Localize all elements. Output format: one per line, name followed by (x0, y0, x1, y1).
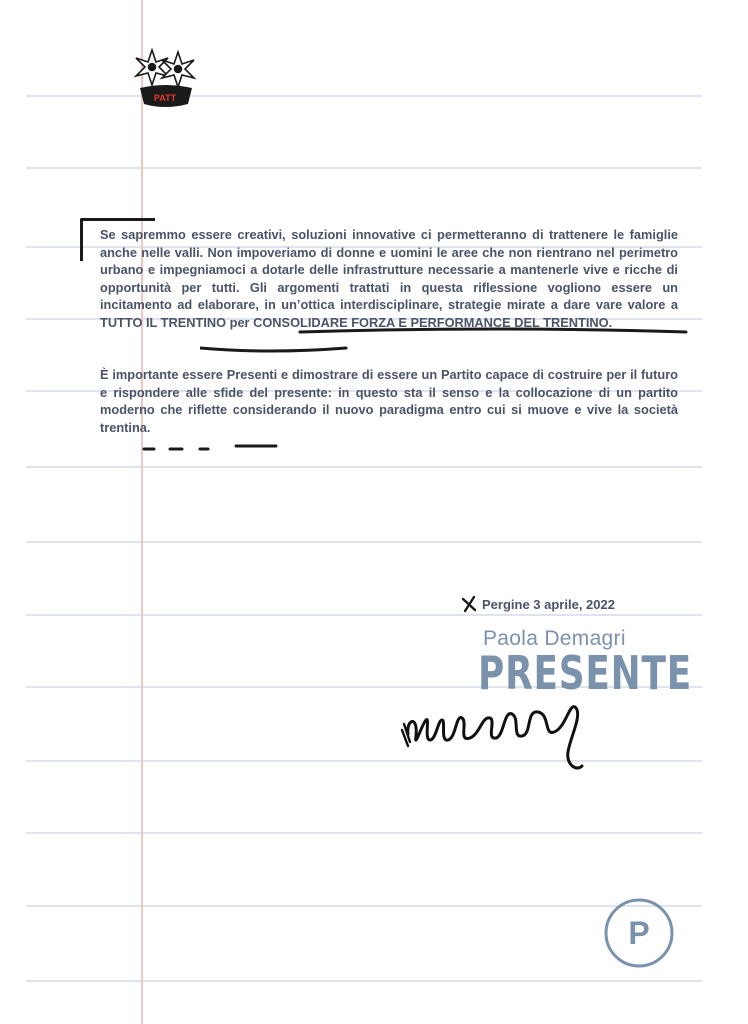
ruled-line (26, 167, 702, 169)
ruled-line (26, 980, 702, 982)
p-badge-letter: P (628, 915, 650, 951)
slogan-presente: PRESENTE (478, 646, 693, 700)
ruled-line (26, 832, 702, 834)
handwritten-signature (400, 680, 600, 780)
logo-text: PATT (153, 93, 177, 103)
ruled-line (26, 760, 702, 762)
dash-marks (140, 440, 280, 454)
edelweiss-logo-icon (128, 44, 206, 108)
date-text: Pergine 3 aprile, 2022 (482, 597, 615, 612)
author-name: Paola Demagri (483, 627, 626, 650)
paragraph-1: Se sapremmo essere creativi, soluzioni innovative ci permetteranno di trattenere le famiglie anche nelle valli. Non impoveriamo di donne e uomini le aree che non rientrano nel perimetro urbano e impegniamoci a dotarle delle infrastrutture necessarie a mantenerle vive e ricche di opportunità per tutti. Gli argomenti trattati in questa riflessione vogliono essere un incitamento ad elaborare, in un’ottica interdisciplinare, strategie mirate a dare vare valore a TUTTO IL TRENTINO per CONSOLIDARE FORZA E PERFORMANCE DEL TRENTINO. (100, 227, 678, 330)
margin-line (141, 0, 143, 1024)
hand-drawn-underline (200, 318, 690, 360)
ruled-line (26, 466, 702, 468)
paragraph-2: È importante essere Presenti e dimostrare di essere un Partito capace di costruire per il futuro e rispondere alle sfide del presente: in questo sta il senso e la collocazione di un partito moderno che riflette considerando il nuovo paradigma entro cui si muove e vive la società trentina. (100, 367, 678, 435)
ruled-line (26, 541, 702, 543)
p-badge-icon (602, 896, 676, 970)
ruled-line (26, 905, 702, 907)
date-line (460, 597, 680, 617)
cross-mark-icon (460, 595, 478, 613)
